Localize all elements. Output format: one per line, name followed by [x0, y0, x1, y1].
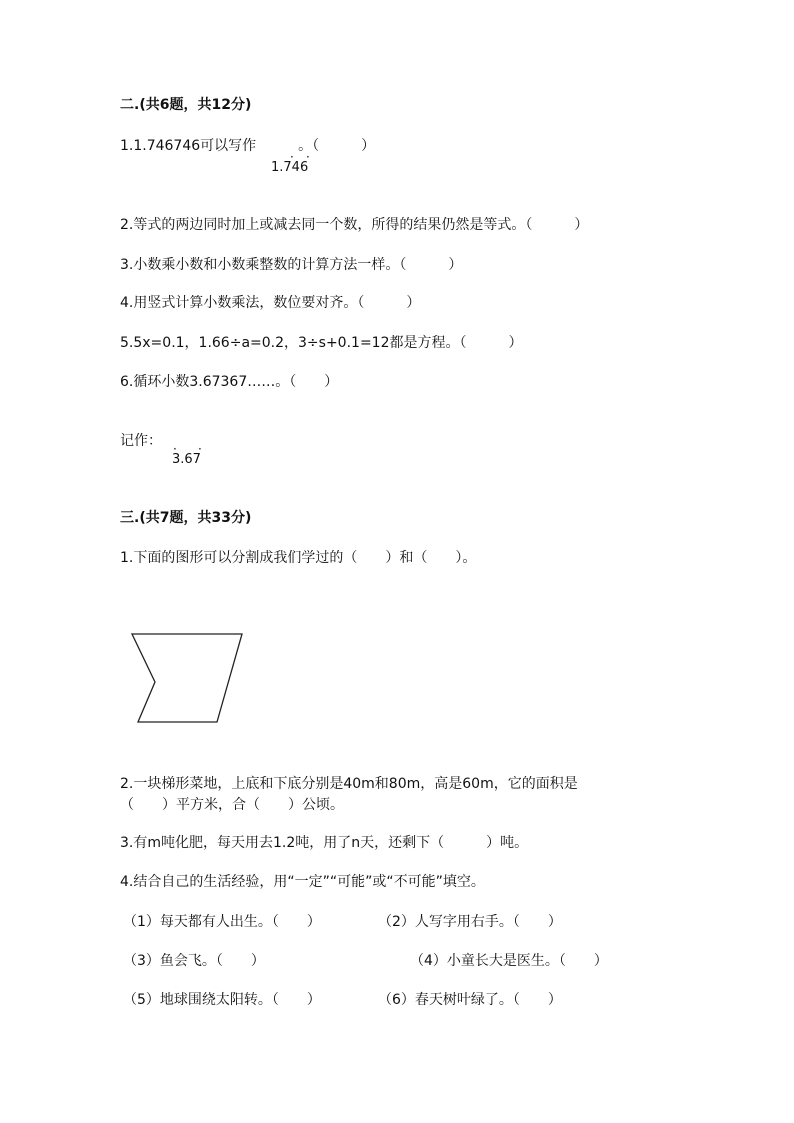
- list-item: （6）春天树叶绿了。（ ）: [378, 992, 562, 1008]
- repeating-decimal-notation-1: 1.746: [271, 160, 309, 175]
- question-3-2-line2: （ ）平方米，合（ ）公顷。: [120, 797, 344, 813]
- section-3-heading: 三.(共7题，共33分): [120, 510, 252, 526]
- shape-outline: [132, 634, 242, 722]
- repeat-dot: ·: [198, 442, 202, 456]
- list-item: （2）人写字用右手。（ ）: [378, 914, 562, 930]
- list-item: （4）小童长大是医生。（ ）: [410, 953, 608, 969]
- question-3-2-line1: 2.一块梯形菜地，上底和下底分别是40m和80m，高是60m，它的面积是: [120, 776, 578, 792]
- list-item: （3）鱼会飞。（ ）: [123, 953, 265, 969]
- question-2-2: 2.等式的两边同时加上或减去同一个数，所得的结果仍然是等式。（ ）: [120, 217, 589, 233]
- section-2-heading: 二.(共6题，共12分): [120, 97, 252, 113]
- repeat-dot: ·: [306, 150, 310, 164]
- question-2-3: 3.小数乘小数和小数乘整数的计算方法一样。（ ）: [120, 257, 463, 273]
- notation-label: 记作：: [120, 433, 162, 449]
- question-2-1: 1.1.746746可以写作 。（ ）: [120, 138, 376, 154]
- list-item: （1）每天都有人出生。（ ）: [123, 914, 321, 930]
- repeat-dot: ·: [290, 150, 294, 164]
- question-2-5: 5.5x=0.1，1.66÷a=0.2，3÷s+0.1=12都是方程。（ ）: [120, 335, 523, 351]
- repeat-dot: ·: [173, 442, 177, 456]
- question-3-3: 3.有m吨化肥，每天用去1.2吨，用了n天，还剩下（ ）吨。: [120, 835, 529, 851]
- repeating-decimal-notation-2: 3.67: [172, 452, 201, 467]
- question-2-4: 4.用竖式计算小数乘法，数位要对齐。（ ）: [120, 295, 421, 311]
- question-3-1: 1.下面的图形可以分割成我们学过的（ ）和（ ）。: [120, 550, 477, 566]
- list-item: （5）地球围绕太阳转。（ ）: [123, 992, 321, 1008]
- question-2-6: 6.循环小数3.67367……。（ ）: [120, 374, 339, 390]
- composite-shape-figure: [125, 628, 250, 728]
- question-3-4: 4.结合自己的生活经验，用“一定”“可能”或“不可能”填空。: [120, 874, 485, 890]
